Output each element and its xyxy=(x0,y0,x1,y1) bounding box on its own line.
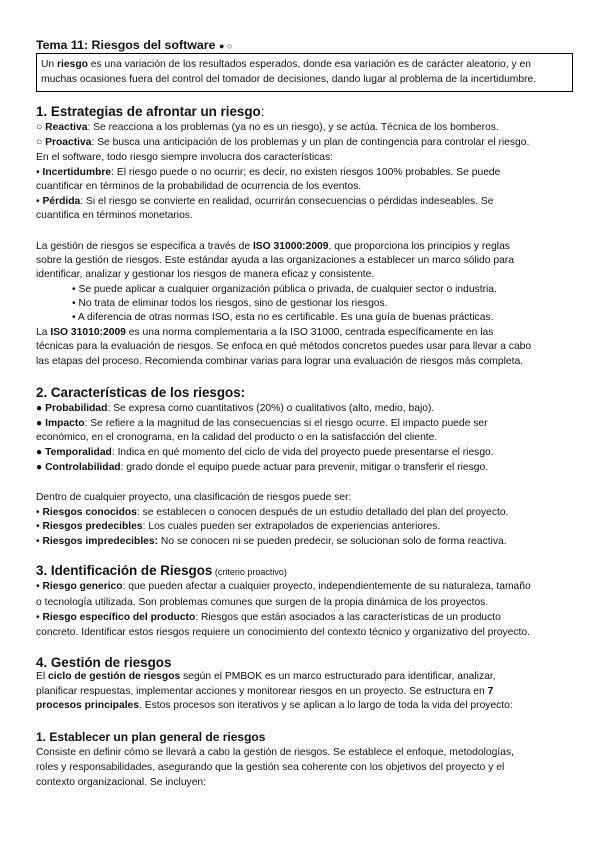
definition-line xyxy=(41,58,531,72)
desc: : El riesgo puede o no ocurrir; es decir, no existen riesgos 100% probables. Se puede xyxy=(111,167,501,178)
paragraph-line: o tecnología utilizada. Son problemas comunes que surgen de la propia dinámica de los proyectos. xyxy=(36,597,489,608)
bullet: • xyxy=(36,521,43,532)
list-item-impredecibles xyxy=(36,535,507,549)
bullet: ● xyxy=(36,447,46,458)
heading-text: 3. Identificación de Riesgos xyxy=(36,563,213,578)
strategy-reactiva xyxy=(36,121,499,135)
list-item-perdida xyxy=(36,195,494,209)
text: es una norma complementaria a la ISO 31000, centrada específicamente en las xyxy=(125,327,494,338)
term-riesgo: riesgo xyxy=(57,59,88,70)
list-item-especifico xyxy=(36,611,501,625)
text: Un xyxy=(41,59,58,70)
title-marks: ● ○ xyxy=(218,41,233,51)
section-heading: 2. Características de los riesgos: xyxy=(36,385,246,400)
bullet: • xyxy=(36,612,43,623)
desc: : Si el riesgo se convierte en realidad, ocurrirán consecuencias o pérdidas indeseables. Se xyxy=(80,196,494,207)
text: La xyxy=(36,327,51,338)
text: , que proporciona los principios y reglas xyxy=(328,241,510,252)
paragraph-line: Consiste en definir cómo se llevará a cabo la gestión de riesgos. Se establece el enfoque, metodologías, xyxy=(36,747,514,758)
bullet: • xyxy=(36,196,43,207)
list-item-generico xyxy=(36,580,531,594)
text: La gestión de riesgos se especifica a través de xyxy=(36,241,253,252)
iso-standard: ISO 31010:2009 xyxy=(50,327,126,338)
desc: : Los cuales pueden ser extrapolados de experiencias anteriores. xyxy=(142,521,441,532)
paragraph-line: Dentro de cualquier proyecto, una clasificación de riesgos puede ser: xyxy=(36,492,352,503)
paragraph-line: identificar, analizar y gestionar los riesgos de manera eficaz y consistente. xyxy=(36,269,375,280)
desc: : Se expresa como cuantitativos (20%) o cualitativos (alto, medio, bajo). xyxy=(107,403,435,414)
bullet: ● xyxy=(36,403,46,414)
desc: : Se refiere a la magnitud de las consecuencias si el riesgo ocurre. El impacto puede ser xyxy=(84,418,488,429)
term: Probabilidad xyxy=(45,403,108,414)
circle-bullet: ○ xyxy=(36,122,46,133)
desc: : Indica en qué momento del ciclo de vida del proyecto puede presentarse el riesgo. xyxy=(111,447,494,458)
paragraph-line: técnicas para la evaluación de riesgos. Se enfoca en qué métodos concretos puedes usar para llevar a cabo xyxy=(36,341,532,352)
bullet: ● xyxy=(36,462,46,473)
circle-bullet: ○ xyxy=(36,137,46,148)
heading-note: (criterio proactivo) xyxy=(212,567,287,577)
paragraph-line: roles y responsabilidades, asegurando que la gestión sea coherente con los objetivos del proyecto y el xyxy=(36,762,505,773)
paragraph-line: En el software, todo riesgo siempre involucra dos características: xyxy=(36,152,334,163)
term: Pérdida xyxy=(42,196,81,207)
text: El xyxy=(36,671,49,682)
list-item-impacto xyxy=(36,417,488,431)
term: Temporalidad xyxy=(45,447,112,458)
bullet: • xyxy=(36,581,43,592)
desc: : que pueden afectar a cualquier proyecto, independientemente de su naturaleza, tamaño xyxy=(122,581,531,592)
list-item-conocidos xyxy=(36,506,508,520)
list-item-incertidumbre xyxy=(36,166,500,180)
term: procesos principales xyxy=(36,700,140,711)
paragraph-line: sobre la gestión de riesgos. Este estándar ayuda a las organizaciones a establecer un marco sólido para xyxy=(36,255,514,266)
page-title xyxy=(36,38,232,54)
paragraph-line xyxy=(36,240,510,254)
term: Controlabilidad xyxy=(45,462,121,473)
term: Proactiva xyxy=(45,137,92,148)
paragraph-line: económico, en el cronograma, en la calidad del producto o en la satisfacción del cliente. xyxy=(36,432,438,443)
section-heading xyxy=(36,563,287,580)
paragraph-line: cuantifica en términos monetarios. xyxy=(36,210,193,221)
list-item-probabilidad xyxy=(36,402,434,416)
list-item-predecibles xyxy=(36,520,440,534)
subsection-heading: 1. Establecer un plan general de riesgos xyxy=(36,730,266,744)
term: Riesgos predecibles xyxy=(42,521,143,532)
bullet: ● xyxy=(36,418,46,429)
bullet: • xyxy=(36,536,43,547)
definition-line: muchas ocasiones fuera del control del tomador de decisiones, dando lugar al problema de la incertidumbre. xyxy=(41,74,537,85)
text: según el PMBOK es un marco estructurado para identificar, analizar, xyxy=(180,671,496,682)
text: planificar respuestas, implementar acciones y monitorear riesgos en un proyecto. Se estructura en xyxy=(36,686,488,697)
paragraph-line: cuantificar en términos de la probabilidad de ocurrencia de los eventos. xyxy=(36,181,362,192)
heading-colon: : xyxy=(260,104,265,119)
list-item: • No trata de eliminar todos los riesgos, sino de gestionar los riesgos. xyxy=(72,298,388,309)
text: . Estos procesos son iterativos y se aplican a lo largo de toda la vida del proyecto: xyxy=(139,700,513,711)
title-text: Tema 11: Riesgos del software xyxy=(36,38,216,52)
desc: : Se busca una anticipación de los problemas y un plan de contingencia para controlar el riesgo. xyxy=(91,137,530,148)
desc: : Riesgos que están asociados a las características de un producto xyxy=(195,612,501,623)
list-item: • A diferencia de otras normas ISO, esta no es certificable. Es una guía de buenas prácticas. xyxy=(72,312,494,323)
term: Riesgos conocidos xyxy=(42,507,137,518)
paragraph-line: contexto organizacional. Se incluyen: xyxy=(36,777,207,788)
list-item-controlabilidad xyxy=(36,461,488,475)
term: Reactiva xyxy=(45,122,88,133)
list-item-temporalidad xyxy=(36,446,494,460)
text: es una variación de los resultados esperados, donde esa variación es de carácter aleatorio, y en xyxy=(87,59,531,70)
paragraph-line xyxy=(36,685,493,699)
desc: : se establecen o conocen después de un estudio detallado del plan del proyecto. xyxy=(136,507,509,518)
section-heading: 4. Gestión de riesgos xyxy=(36,655,172,670)
desc: : grado donde el equipo puede actuar para prevenir, mitigar o transferir el riesgo. xyxy=(120,462,489,473)
paragraph-line: concreto. Identificar estos riesgos requiere un conocimiento del contexto técnico y organizativo del proyecto. xyxy=(36,627,530,638)
paragraph-line xyxy=(36,699,513,713)
desc: : Se reacciona a los problemas (ya no es un riesgo), y se actúa. Técnica de los bomberos. xyxy=(87,122,499,133)
term: Incertidumbre xyxy=(42,167,112,178)
section-heading xyxy=(36,104,264,120)
heading-text: 1. Estrategias de afrontar un riesgo xyxy=(36,104,261,119)
term: ciclo de gestión de riesgos xyxy=(48,671,181,682)
term: Impacto xyxy=(45,418,85,429)
iso-standard: ISO 31000:2009 xyxy=(252,241,329,252)
list-item: • Se puede aplicar a cualquier organización pública o privada, de cualquier sector o industria. xyxy=(72,284,497,295)
strategy-proactiva xyxy=(36,136,529,150)
bullet: • xyxy=(36,167,43,178)
desc: No se conocen ni se pueden predecir, se solucionan solo de forma reactiva. xyxy=(158,536,507,547)
term: Riesgo específico del producto xyxy=(42,612,196,623)
paragraph-line xyxy=(36,326,493,340)
paragraph-line xyxy=(36,670,496,684)
bullet: • xyxy=(36,507,43,518)
term: Riesgos impredecibles: xyxy=(42,536,159,547)
term: Riesgo generico xyxy=(42,581,123,592)
term: 7 xyxy=(487,686,494,697)
paragraph-line: las etapas del proceso. Recomienda combinar varias para lograr una evaluación de riesgos más completa. xyxy=(36,356,524,367)
